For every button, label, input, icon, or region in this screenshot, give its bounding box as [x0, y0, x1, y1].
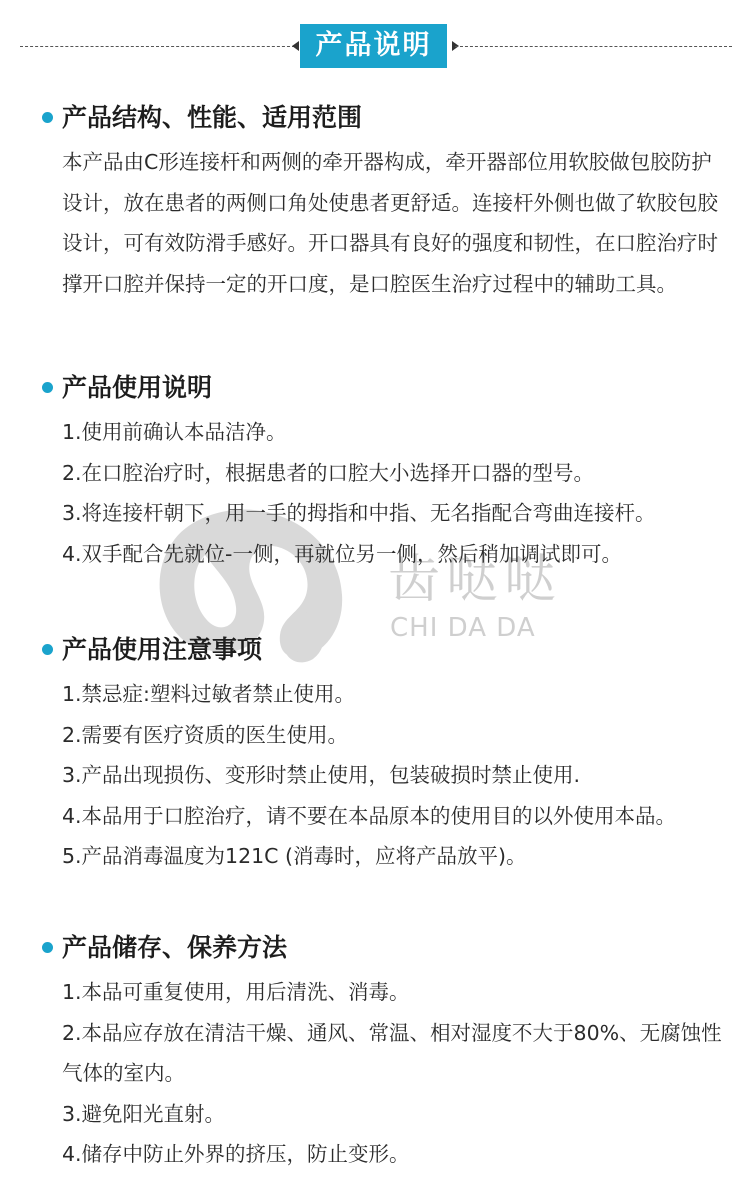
- arrow-left-icon: [292, 41, 299, 51]
- list-item: 3.产品出现损伤、变形时禁止使用，包装破损时禁止使用.: [62, 763, 581, 787]
- section-heading-text: 产品结构、性能、适用范围: [62, 103, 363, 132]
- list-item: 4.本品用于口腔治疗，请不要在本品原本的使用目的以外使用本品。: [62, 803, 677, 828]
- section-heading: [42, 370, 732, 406]
- list-item: 3.将连接杆朝下，用一手的拇指和中指、无名指配合弯曲连接杆。: [62, 501, 656, 525]
- header-divider-right: [455, 46, 732, 47]
- section-body: 本产品由C形连接杆和两侧的牵开器构成，牵开器部位用软胶做包胶防护设计，放在患者的两侧口角处使患者更舒适。连接杆外侧也做了软胶包胶设计，可有效防滑手感好。开口器具有良好的强度和韧性，在口腔治疗时撑开口腔并保持一定的开口度，是口腔医生治疗过程中的辅助工具。: [62, 150, 718, 296]
- list-item: 2.本品应存放在清洁干燥、通风、常温、相对湿度不大于80%、无腐蚀性气体的室内。: [62, 1020, 722, 1085]
- usage-list: [62, 412, 722, 574]
- section-precautions: [42, 632, 732, 877]
- section-heading-text: 产品使用说明: [62, 373, 213, 402]
- bullet-dot-icon: [42, 644, 53, 655]
- bullet-dot-icon: [42, 942, 53, 953]
- list-item: 1.禁忌症:塑料过敏者禁止使用。: [62, 682, 355, 706]
- section-heading-text: 产品使用注意事项: [62, 635, 263, 664]
- list-item: 1.本品可重复使用，用后清洗、消毒。: [62, 980, 410, 1004]
- list-item: 1.使用前确认本品洁净。: [62, 420, 287, 444]
- watermark-brand-cn: 齿哒哒: [388, 550, 563, 610]
- precautions-list: [62, 674, 722, 877]
- list-item: 2.在口腔治疗时，根据患者的口腔大小选择开口器的型号。: [62, 460, 595, 485]
- section-heading: [42, 930, 732, 966]
- section-heading: [42, 632, 732, 668]
- list-item: 4.储存中防止外界的挤压，防止变形。: [62, 1142, 410, 1166]
- section-storage: [42, 930, 732, 1175]
- section-usage: [42, 370, 732, 574]
- list-item: 3.避免阳光直射。: [62, 1101, 226, 1126]
- watermark-brand-en: CHI DA DA: [390, 613, 536, 643]
- section-structure: [42, 100, 732, 304]
- section-heading-text: 产品储存、保养方法: [62, 933, 288, 962]
- storage-list: [62, 972, 722, 1175]
- page-title: 产品说明: [300, 24, 447, 68]
- bullet-dot-icon: [42, 382, 53, 393]
- header-divider-left: [20, 46, 295, 47]
- bullet-dot-icon: [42, 112, 53, 123]
- list-item: 5.产品消毒温度为121C (消毒时，应将产品放平)。: [62, 844, 527, 868]
- list-item: 2.需要有医疗资质的医生使用。: [62, 722, 349, 747]
- list-item: 4.双手配合先就位-一侧，再就位另一侧，然后稍加调试即可。: [62, 541, 622, 566]
- section-heading: [42, 100, 732, 136]
